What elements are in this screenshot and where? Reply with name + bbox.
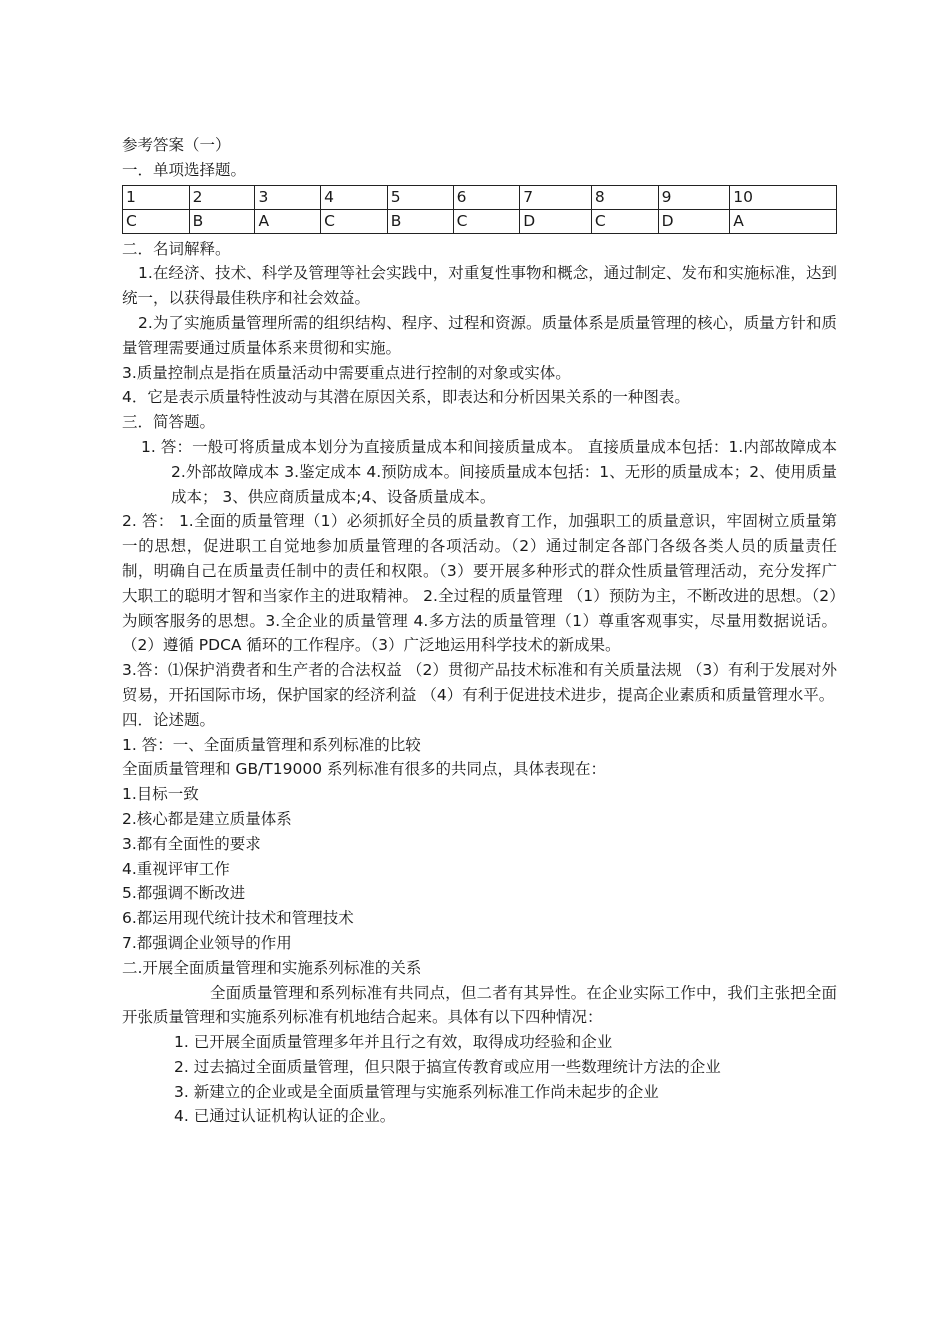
question-number: 8 <box>591 185 658 209</box>
question-number: 1 <box>123 185 190 209</box>
common-point: 1.目标一致 <box>122 785 199 804</box>
question-number: 4 <box>321 185 388 209</box>
answer-cell: D <box>520 209 592 233</box>
answer-cell: C <box>453 209 520 233</box>
answer-cell: C <box>591 209 658 233</box>
question-number: 10 <box>730 185 837 209</box>
question-number: 3 <box>255 185 321 209</box>
common-points-intro: 全面质量管理和 GB/T19000 系列标准有很多的共同点，具体表现在： <box>122 760 606 779</box>
answer-cell: B <box>387 209 453 233</box>
relation-paragraph: 全面质量管理和系列标准有共同点，但二者有其异性。在企业实际工作中，我们主张把全面开张质量管理和实施系列标准有机地结合起来。具体有以下四种情况： <box>122 983 837 1027</box>
common-point: 5.都强调不断改进 <box>122 884 246 903</box>
section3-heading: 三．简答题。 <box>122 413 216 432</box>
question-number: 5 <box>387 185 453 209</box>
common-point: 3.都有全面性的要求 <box>122 834 261 853</box>
question-number: 2 <box>189 185 255 209</box>
relation-heading: 二.开展全面质量管理和实施系列标准的关系 <box>122 958 422 977</box>
doc-title: 参考答案（一） <box>122 136 231 154</box>
answer-row <box>123 209 837 233</box>
question-number: 9 <box>658 185 730 209</box>
document-body <box>122 133 837 1129</box>
case-item: 2. 过去搞过全面质量管理，但只限于搞宣传教育或应用一些数理统计方法的企业 <box>174 1057 721 1076</box>
answer-cell: A <box>255 209 321 233</box>
common-point: 2.核心都是建立质量体系 <box>122 809 292 828</box>
case-item: 4. 已通过认证机构认证的企业。 <box>174 1107 396 1126</box>
case-item: 1. 已开展全面质量管理多年并且行之有效，取得成功经验和企业 <box>174 1033 613 1052</box>
case-item: 3. 新建立的企业或是全面质量管理与实施系列标准工作尚未起步的企业 <box>174 1082 659 1101</box>
section2-heading: 二．名词解释。 <box>122 239 231 258</box>
answer-cell: C <box>123 209 190 233</box>
answer-table <box>122 185 837 234</box>
question-number: 6 <box>453 185 520 209</box>
section4-heading: 四．论述题。 <box>122 710 216 729</box>
common-point: 7.都强调企业领导的作用 <box>122 933 292 952</box>
short-answer-2: 2. 答： 1.全面的质量管理（1）必须抓好全员的质量教育工作，加强职工的质量意识，牢固树立质量第一的思想，促进职工自觉地参加质量管理的各项活动。（2）通过制定各部门各级各类人员的质量责任制，明确自己在质量责任制中的责任和权限。（3）要开展多种形式的群众性质量管理活动，充分发挥广大职工的聪明才智和当家作主的进取精神。 2.全过程的质量管理 （1）预防为主，不断改进的思想。（2）为顾客服务的思想。3.全企业的质量管理 4.多方法的质量管理（1）尊重客观事实，尽量用数据说话。（2）遵循 PDCA 循环的工作程序。（3）广泛地运用科学技术的新成果。 <box>122 512 837 655</box>
short-answer-1: 1. 答：一般可将质量成本划分为直接质量成本和间接质量成本。 直接质量成本包括：1.内部故障成本 2.外部故障成本 3.鉴定成本 4.预防成本。间接质量成本包括：1、无形的质量成本；2、使用质量成本； 3、供应商质量成本;4、设备质量成本。 <box>141 437 837 506</box>
common-point: 6.都运用现代统计技术和管理技术 <box>122 909 354 928</box>
answer-cell: C <box>321 209 388 233</box>
question-number-row <box>123 185 837 209</box>
answer-cell: B <box>189 209 255 233</box>
answer-cell: A <box>730 209 837 233</box>
common-point: 4.重视评审工作 <box>122 859 230 878</box>
definition-1: 1.在经济、技术、科学及管理等社会实践中，对重复性事物和概念，通过制定、发布和实施标准，达到统一，以获得最佳秩序和社会效益。 <box>122 264 837 308</box>
section1-heading: 一．单项选择题。 <box>122 160 247 179</box>
definition-2: 2.为了实施质量管理所需的组织结构、程序、过程和资源。质量体系是质量管理的核心，质量方针和质量管理需要通过质量体系来贯彻和实施。 <box>122 313 837 357</box>
answer-cell: D <box>658 209 730 233</box>
short-answer-3: 3.答：⑴保护消费者和生产者的合法权益 （2）贯彻产品技术标准和有关质量法规 （3）有利于发展对外贸易，开拓国际市场，保护国家的经济利益 （4）有利于促进技术进步，提高企业素质和质量管理水平。 <box>122 661 837 704</box>
definition-4: 4．它是表示质量特性波动与其潜在原因关系，即表达和分析因果关系的一种图表。 <box>122 388 690 407</box>
question-number: 7 <box>520 185 592 209</box>
definition-3: 3.质量控制点是指在质量活动中需要重点进行控制的对象或实体。 <box>122 363 571 382</box>
essay-answer-intro: 1. 答：一、全面质量管理和系列标准的比较 <box>122 735 421 754</box>
